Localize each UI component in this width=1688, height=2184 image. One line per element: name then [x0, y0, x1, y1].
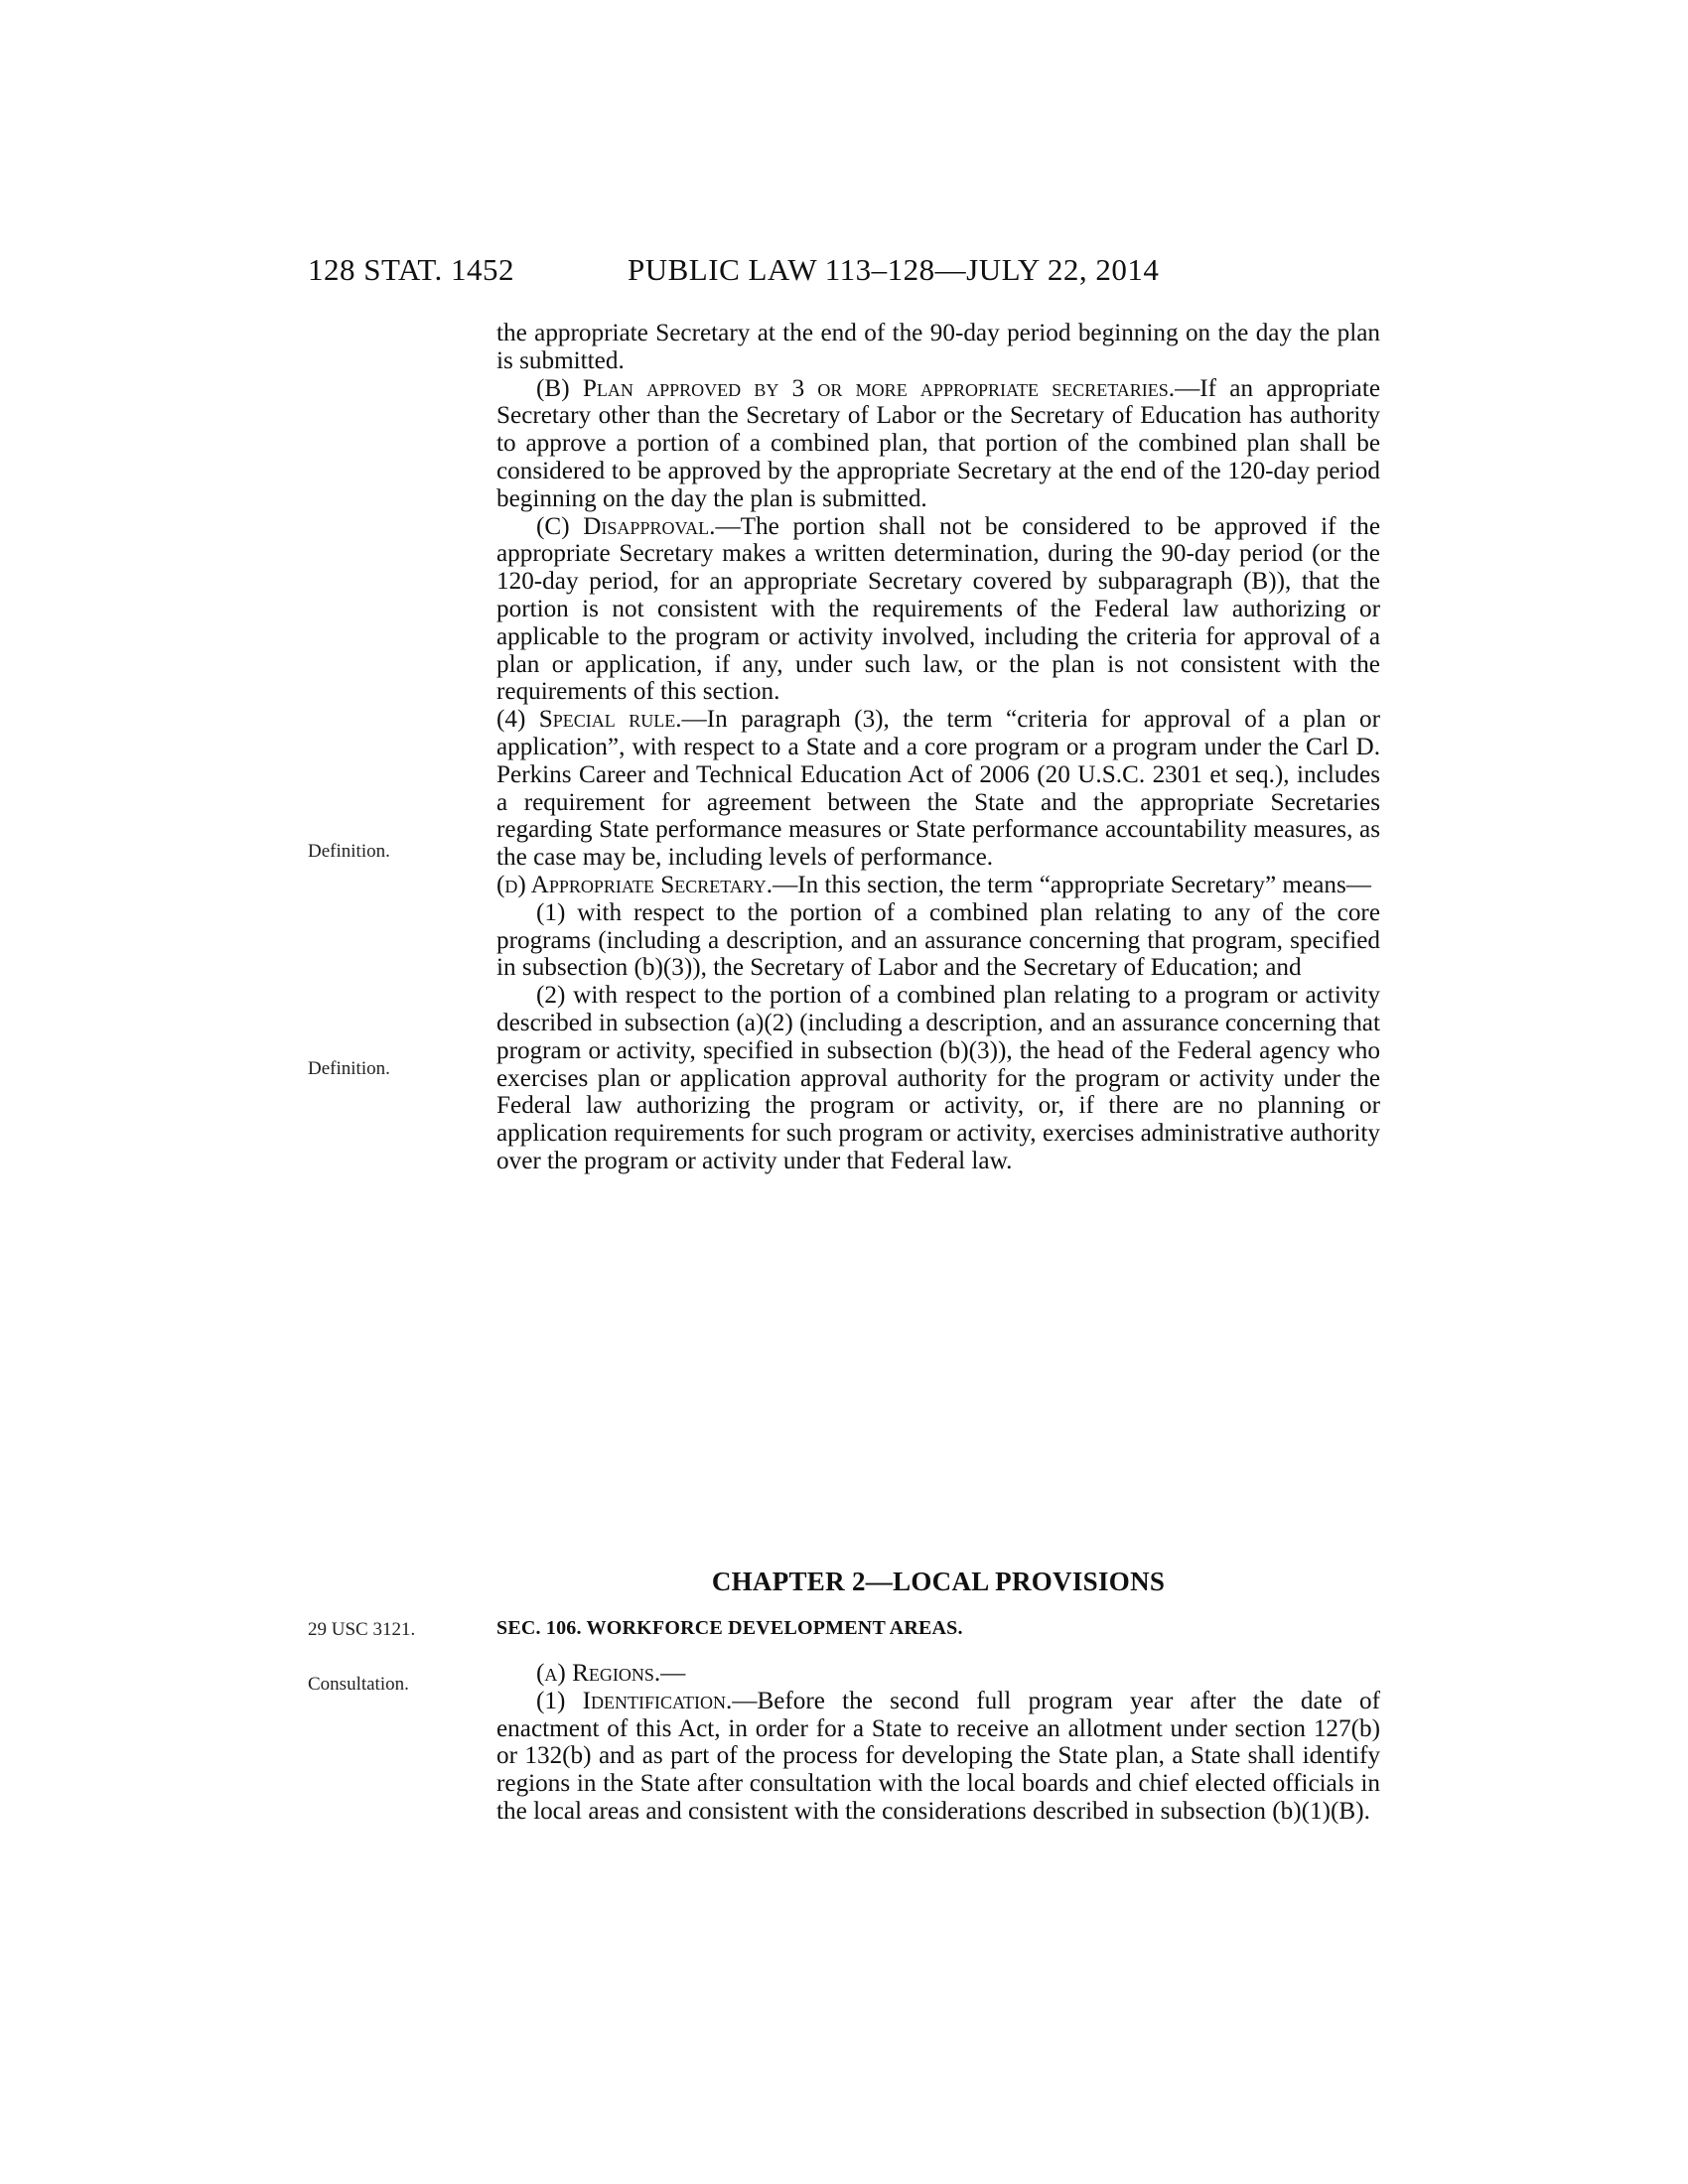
paragraph-b [496, 375, 1380, 513]
paragraph-d2: (2) with respect to the portion of a combined plan relating to a program or activity described in subsection (a)(2) (including a description, and an assurance concerning that program or activity, specified in subsection (b)(3)), the head of the Federal agency who exercises plan or application approval authority for the program or activity under the Federal law authorizing the program or activity, or, if there are no planning or application requirements for such program or activity, exercises administrative authority over the program or activity under that Federal law. [496, 982, 1380, 1174]
paragraph-d-label: (d) Appropriate Secretary. [496, 871, 774, 898]
paragraph-c-text: —The portion shall not be considered to be approved if the appropriate Secretary makes a written determination, during the 90-day period (or the 120-day period, for an appropriate Secretary covered by subparagraph (B)), that the portion is not consistent with the requirements of the Federal law authorizing or applicable to the program or activity involved, including the criteria for approval of a plan or application, if any, under such law, or the plan is not consistent with the requirements of this section. [496, 512, 1380, 706]
paragraph-b-text: —If an appropriate Secretary other than the Secretary of Labor or the Secretary of Education has authority to approve a portion of a combined plan, that portion of the combined plan shall be considered to be approved by the appropriate Secretary at the end of the 120-day period beginning on the day the plan is submitted. [496, 374, 1380, 512]
paragraph-d-text: —In this section, the term “appropriate Secretary” means— [773, 871, 1371, 898]
section-body [496, 1660, 1380, 1826]
section-heading: SEC. 106. WORKFORCE DEVELOPMENT AREAS. [496, 1617, 963, 1639]
paragraph-d1: (1) with respect to the portion of a combined plan relating to any of the core programs (including a description, and an assurance concerning that program, specified in subsection (b)(3)), the Secretary of Labor and the Secretary of Education; and [496, 898, 1380, 982]
body-text [496, 320, 1380, 1175]
margin-note-definition: Definition. [308, 841, 390, 862]
paragraph-b-label: (B) Plan approved by 3 or more appropriate secretaries. [536, 374, 1176, 402]
stat-reference: 128 STAT. 1452 [308, 252, 515, 287]
margin-note-definition: Definition. [308, 1058, 390, 1079]
paragraph-4-text: —In paragraph (3), the term “criteria for approval of a plan or application”, with respect to a State and a core program or a program under the Carl D. Perkins Career and Technical Education Act of 2006 (20 U.S.C. 2301 et seq.), includes a requirement for agreement between the State and the appropriate Secretaries regarding State performance measures or State performance accountability measures, as the case may be, including levels of performance. [496, 706, 1380, 872]
paragraph-4 [496, 706, 1380, 872]
paragraph-a1-text: —Before the second full program year after the date of enactment of this Act, in order for a State to receive an allotment under section 127(b) or 132(b) and as part of the process for developing the State plan, a State shall identify regions in the State after consultation with the local boards and chief elected officials in the local areas and consistent with the considerations described in subsection (b)(1)(B). [496, 1687, 1380, 1825]
paragraph-a1-label: (1) Identification. [536, 1687, 733, 1714]
subsection-a [496, 1660, 1380, 1688]
law-title: PUBLIC LAW 113–128—JULY 22, 2014 [628, 252, 1160, 287]
paragraph-c-label: (C) Disapproval. [536, 512, 716, 540]
margin-note-usc: 29 USC 3121. [308, 1619, 416, 1640]
margin-note-consultation: Consultation. [308, 1674, 409, 1695]
chapter-heading: CHAPTER 2—LOCAL PROVISIONS [711, 1567, 1166, 1596]
paragraph-4-label: (4) Special rule. [496, 706, 682, 734]
subsection-a-label: (a) Regions.— [536, 1660, 686, 1687]
paragraph-d [457, 872, 1380, 899]
paragraph-a1 [496, 1688, 1380, 1826]
page-header [308, 252, 1380, 292]
paragraph-c [496, 513, 1380, 707]
paragraph-continuation: the appropriate Secretary at the end of the 90-day period beginning on the day the plan is submitted. [496, 320, 1380, 374]
